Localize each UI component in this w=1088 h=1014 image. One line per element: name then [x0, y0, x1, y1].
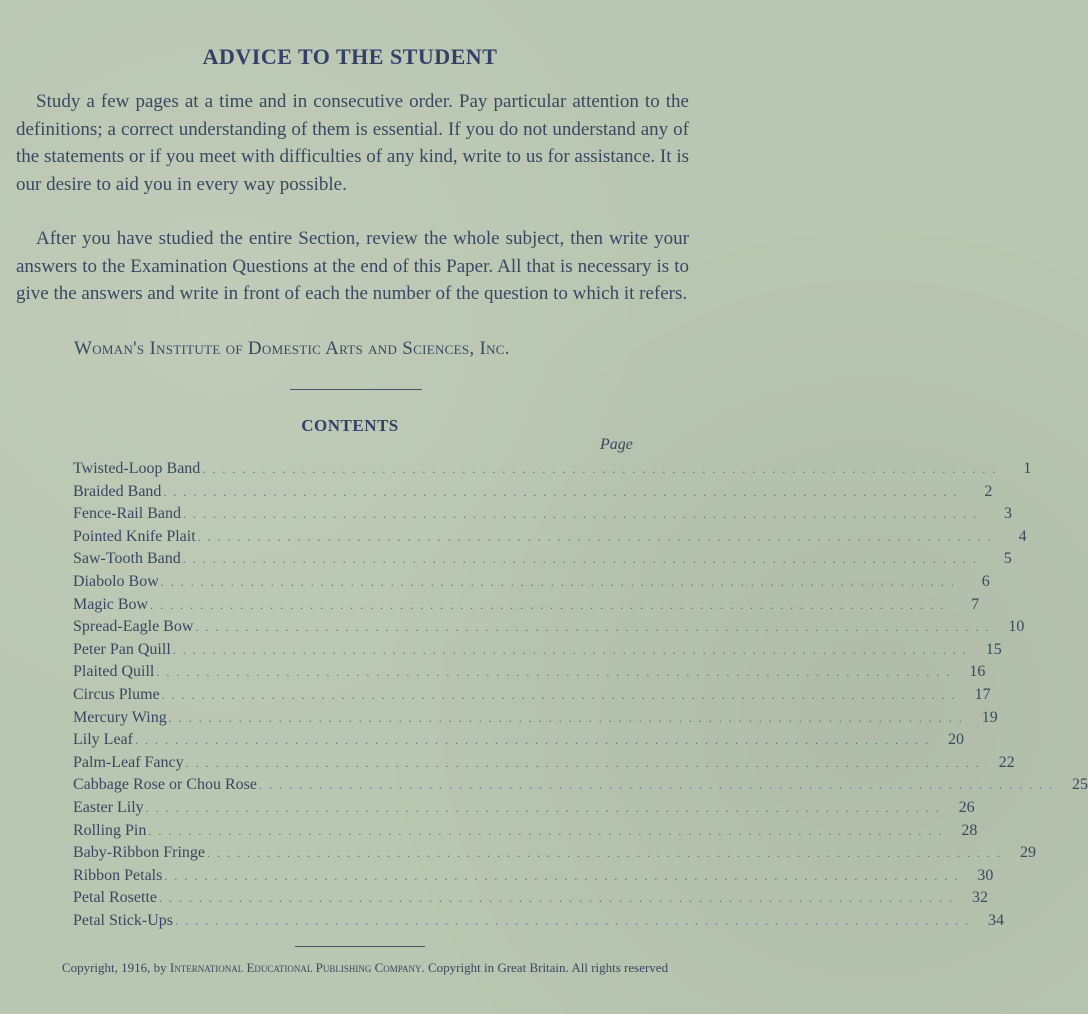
contents-entry-title: Rolling Pin — [73, 821, 147, 839]
contents-entry-page: 15 — [985, 640, 1002, 658]
contents-entry-title: Pointed Knife Plait — [73, 527, 196, 545]
leader-dots: . . . . . . . . . . . . . . . . . . . . . . . . . . . . . . . . . . . . . . . . . . . . . . . . . . . . . . . . . . . . . . . . . . . . . . . . . . . . . . . . — [175, 913, 970, 928]
divider-top — [290, 389, 422, 390]
contents-entry — [73, 505, 1012, 528]
contents-entry — [73, 572, 990, 596]
contents-entry-title: Cabbage Rose or Chou Rose — [73, 776, 257, 794]
leader-dots: . . . . . . . . . . . . . . . . . . . . . . . . . . . . . . . . . . . . . . . . . . . . . . . . . . . . . . . . . . . . . . . . . . . . . . . . . . . . . . . . — [134, 733, 930, 748]
leader-dots: . . . . . . . . . . . . . . . . . . . . . . . . . . . . . . . . . . . . . . . . . . . . . . . . . . . . . . . . . . . . . . . . . . . . . . . . . . . . . . . . — [195, 620, 991, 635]
publisher-name: International Educational Publishing Company. — [169, 960, 425, 975]
contents-entry — [73, 527, 1027, 551]
contents-entry — [73, 640, 1002, 664]
contents-entry-page: 19 — [981, 708, 998, 726]
contents-entry-page: 4 — [1018, 527, 1027, 545]
contents-entry-title: Twisted-Loop Band — [73, 460, 201, 477]
contents-entry-page: 3 — [1003, 505, 1012, 523]
contents-entry-title: Circus Plume — [73, 685, 160, 703]
copyright-suffix: Copyright in Great Britain. All rights reserved — [427, 960, 669, 975]
leader-dots: . . . . . . . . . . . . . . . . . . . . . . . . . . . . . . . . . . . . . . . . . . . . . . . . . . . . . . . . . . . . . . . . . . . . . . . . . . . . . . . . — [207, 846, 1002, 861]
contents-entry — [73, 460, 1032, 483]
contents-entry-title: Saw-Tooth Band — [73, 550, 181, 568]
leader-dots: . . . . . . . . . . . . . . . . . . . . . . . . . . . . . . . . . . . . . . . . . . . . . . . . . . . . . . . . . . . . . . . . . . . . . . . . . . . . . . . . — [150, 597, 946, 612]
contents-entry-page: 20 — [947, 731, 964, 749]
contents-entry — [73, 731, 964, 754]
contents-heading: CONTENTS — [301, 416, 399, 435]
contents-entry-page: 2 — [984, 482, 993, 500]
contents-entry — [73, 889, 988, 912]
leader-dots: . . . . . . . . . . . . . . . . . . . . . . . . . . . . . . . . . . . . . . . . . . . . . . . . . . . . . . . . . . . . . . . . . . . . . . . . . . . . . . . . — [148, 823, 944, 838]
leader-dots: . . . . . . . . . . . . . . . . . . . . . . . . . . . . . . . . . . . . . . . . . . . . . . . . . . . . . . . . . . . . . . . . . . . . . . . . . . . . . . . . — [185, 755, 981, 770]
contents-entry-page: 16 — [969, 663, 986, 681]
contents-entry-page: 1 — [1023, 460, 1032, 477]
contents-entry — [73, 618, 1025, 641]
contents-entry — [73, 911, 1004, 935]
contents-entry — [73, 663, 986, 686]
contents-entry-page: 30 — [977, 866, 994, 884]
contents-entry — [73, 550, 1012, 573]
copyright-notice — [22, 958, 708, 978]
leader-dots: . . . . . . . . . . . . . . . . . . . . . . . . . . . . . . . . . . . . . . . . . . . . . . . . . . . . . . . . . . . . . . . . . . . . . . . . . . . . . . . . — [158, 891, 954, 906]
contents-entry-page: 17 — [974, 685, 991, 703]
contents-entry-page: 34 — [988, 911, 1004, 929]
contents-entry — [73, 708, 998, 732]
contents-entry — [73, 866, 994, 890]
advice-paragraph-1: Study a few pages at a time and in consecutive order. Pay particular attention to the definitions; a correct understanding of them is essential. If you do not understand any of the statements or if you meet with difficulties of any kind, write to us for assistance. It is our desire to aid you in every way possible. — [16, 91, 689, 195]
contents-entry-title: Fence-Rail Band — [73, 505, 181, 523]
contents-entry-title: Palm-Leaf Fancy — [73, 753, 184, 771]
contents-entry-title: Mercury Wing — [73, 708, 167, 726]
contents-entry-title: Magic Bow — [73, 595, 149, 613]
contents-entry-title: Petal Rosette — [73, 889, 157, 907]
leader-dots: . . . . . . . . . . . . . . . . . . . . . . . . . . . . . . . . . . . . . . . . . . . . . . . . . . . . . . . . . . . . . . . . . . . . . . . . . . . . . . . . — [168, 710, 964, 725]
contents-entry-title: Easter Lily — [73, 798, 144, 816]
contents-entry — [73, 482, 993, 506]
contents-entry-page: 5 — [1003, 550, 1012, 568]
contents-entry-page: 25 — [1071, 776, 1088, 794]
contents-entry-page: 29 — [1020, 844, 1036, 862]
contents-entry-title: Spread-Eagle Bow — [73, 618, 194, 636]
contents-entry — [73, 753, 1015, 777]
contents-entry — [73, 821, 978, 845]
institute-signature: Woman's Institute of Domestic Arts and Sciences, Inc. — [74, 338, 510, 359]
leader-dots: . . . . . . . . . . . . . . . . . . . . . . . . . . . . . . . . . . . . . . . . . . . . . . . . . . . . . . . . . . . . . . . . . . . . . . . . . . . . . . . . — [145, 800, 941, 815]
copyright-prefix: Copyright, 1916, by — [61, 960, 167, 975]
contents-entry-title: Braided Band — [73, 482, 162, 500]
contents-entry-page: 10 — [1008, 618, 1025, 636]
contents-entry-page: 26 — [958, 798, 975, 816]
contents-entry — [73, 776, 1088, 799]
leader-dots: . . . . . . . . . . . . . . . . . . . . . . . . . . . . . . . . . . . . . . . . . . . . . . . . . . . . . . . . . . . . . . . . . . . . . . . . . . . . . . . . — [160, 574, 956, 589]
leader-dots: . . . . . . . . . . . . . . . . . . . . . . . . . . . . . . . . . . . . . . . . . . . . . . . . . . . . . . . . . . . . . . . . . . . . . . . . . . . . . . . . — [156, 665, 952, 680]
contents-entry — [73, 844, 1036, 867]
contents-entry-page: 28 — [961, 821, 978, 839]
contents-entry-page: 22 — [998, 753, 1015, 771]
contents-entry-page: 32 — [971, 889, 988, 907]
divider-bottom — [295, 946, 425, 947]
advice-heading: ADVICE TO THE STUDENT — [202, 44, 498, 69]
contents-entry — [73, 595, 980, 619]
leader-dots: . . . . . . . . . . . . . . . . . . . . . . . . . . . . . . . . . . . . . . . . . . . . . . . . . . . . . . . . . . . . . . . . . . . . . . . . . . . . . . . . — [172, 642, 968, 657]
contents-list — [73, 460, 1088, 934]
leader-dots: . . . . . . . . . . . . . . . . . . . . . . . . . . . . . . . . . . . . . . . . . . . . . . . . . . . . . . . . . . . . . . . . . . . . . . . . . . . . . . . . — [182, 507, 978, 522]
leader-dots: . . . . . . . . . . . . . . . . . . . . . . . . . . . . . . . . . . . . . . . . . . . . . . . . . . . . . . . . . . . . . . . . . . . . . . . . . . . . . . . . — [161, 687, 957, 702]
contents-entry-title: Petal Stick-Ups — [73, 911, 173, 929]
leader-dots: . . . . . . . . . . . . . . . . . . . . . . . . . . . . . . . . . . . . . . . . . . . . . . . . . . . . . . . . . . . . . . . . . . . . . . . . . . . . . . . . — [182, 552, 978, 567]
contents-entry-title: Lily Leaf — [73, 731, 133, 749]
contents-entry — [73, 798, 975, 822]
contents-entry-title: Ribbon Petals — [73, 866, 163, 884]
leader-dots: . . . . . . . . . . . . . . . . . . . . . . . . . . . . . . . . . . . . . . . . . . . . . . . . . . . . . . . . . . . . . . . . . . . . . . . . . . . . . . . . — [164, 868, 960, 883]
leader-dots: . . . . . . . . . . . . . . . . . . . . . . . . . . . . . . . . . . . . . . . . . . . . . . . . . . . . . . . . . . . . . . . . . . . . . . . . . . . . . . . . — [258, 778, 1054, 793]
contents-entry-page: 6 — [981, 572, 990, 590]
leader-dots: . . . . . . . . . . . . . . . . . . . . . . . . . . . . . . . . . . . . . . . . . . . . . . . . . . . . . . . . . . . . . . . . . . . . . . . . . . . . . . . . — [202, 462, 998, 476]
contents-entry — [73, 685, 991, 709]
leader-dots: . . . . . . . . . . . . . . . . . . . . . . . . . . . . . . . . . . . . . . . . . . . . . . . . . . . . . . . . . . . . . . . . . . . . . . . . . . . . . . . . — [197, 529, 993, 544]
advice-paragraph-2: After you have studied the entire Section, review the whole subject, then write your answers to the Examination Questions at the end of this Paper. All that is necessary is to give the answers and write in front of each the number of the question to which it refers. — [16, 228, 689, 304]
contents-entry-title: Plaited Quill — [73, 663, 155, 681]
contents-entry-title: Peter Pan Quill — [73, 640, 171, 658]
contents-entry-title: Diabolo Bow — [73, 572, 159, 590]
contents-entry-page: 7 — [971, 595, 980, 613]
page-column-header: Page — [600, 436, 633, 453]
leader-dots: . . . . . . . . . . . . . . . . . . . . . . . . . . . . . . . . . . . . . . . . . . . . . . . . . . . . . . . . . . . . . . . . . . . . . . . . . . . . . . . . — [163, 484, 959, 499]
contents-entry-title: Baby-Ribbon Fringe — [73, 844, 205, 862]
